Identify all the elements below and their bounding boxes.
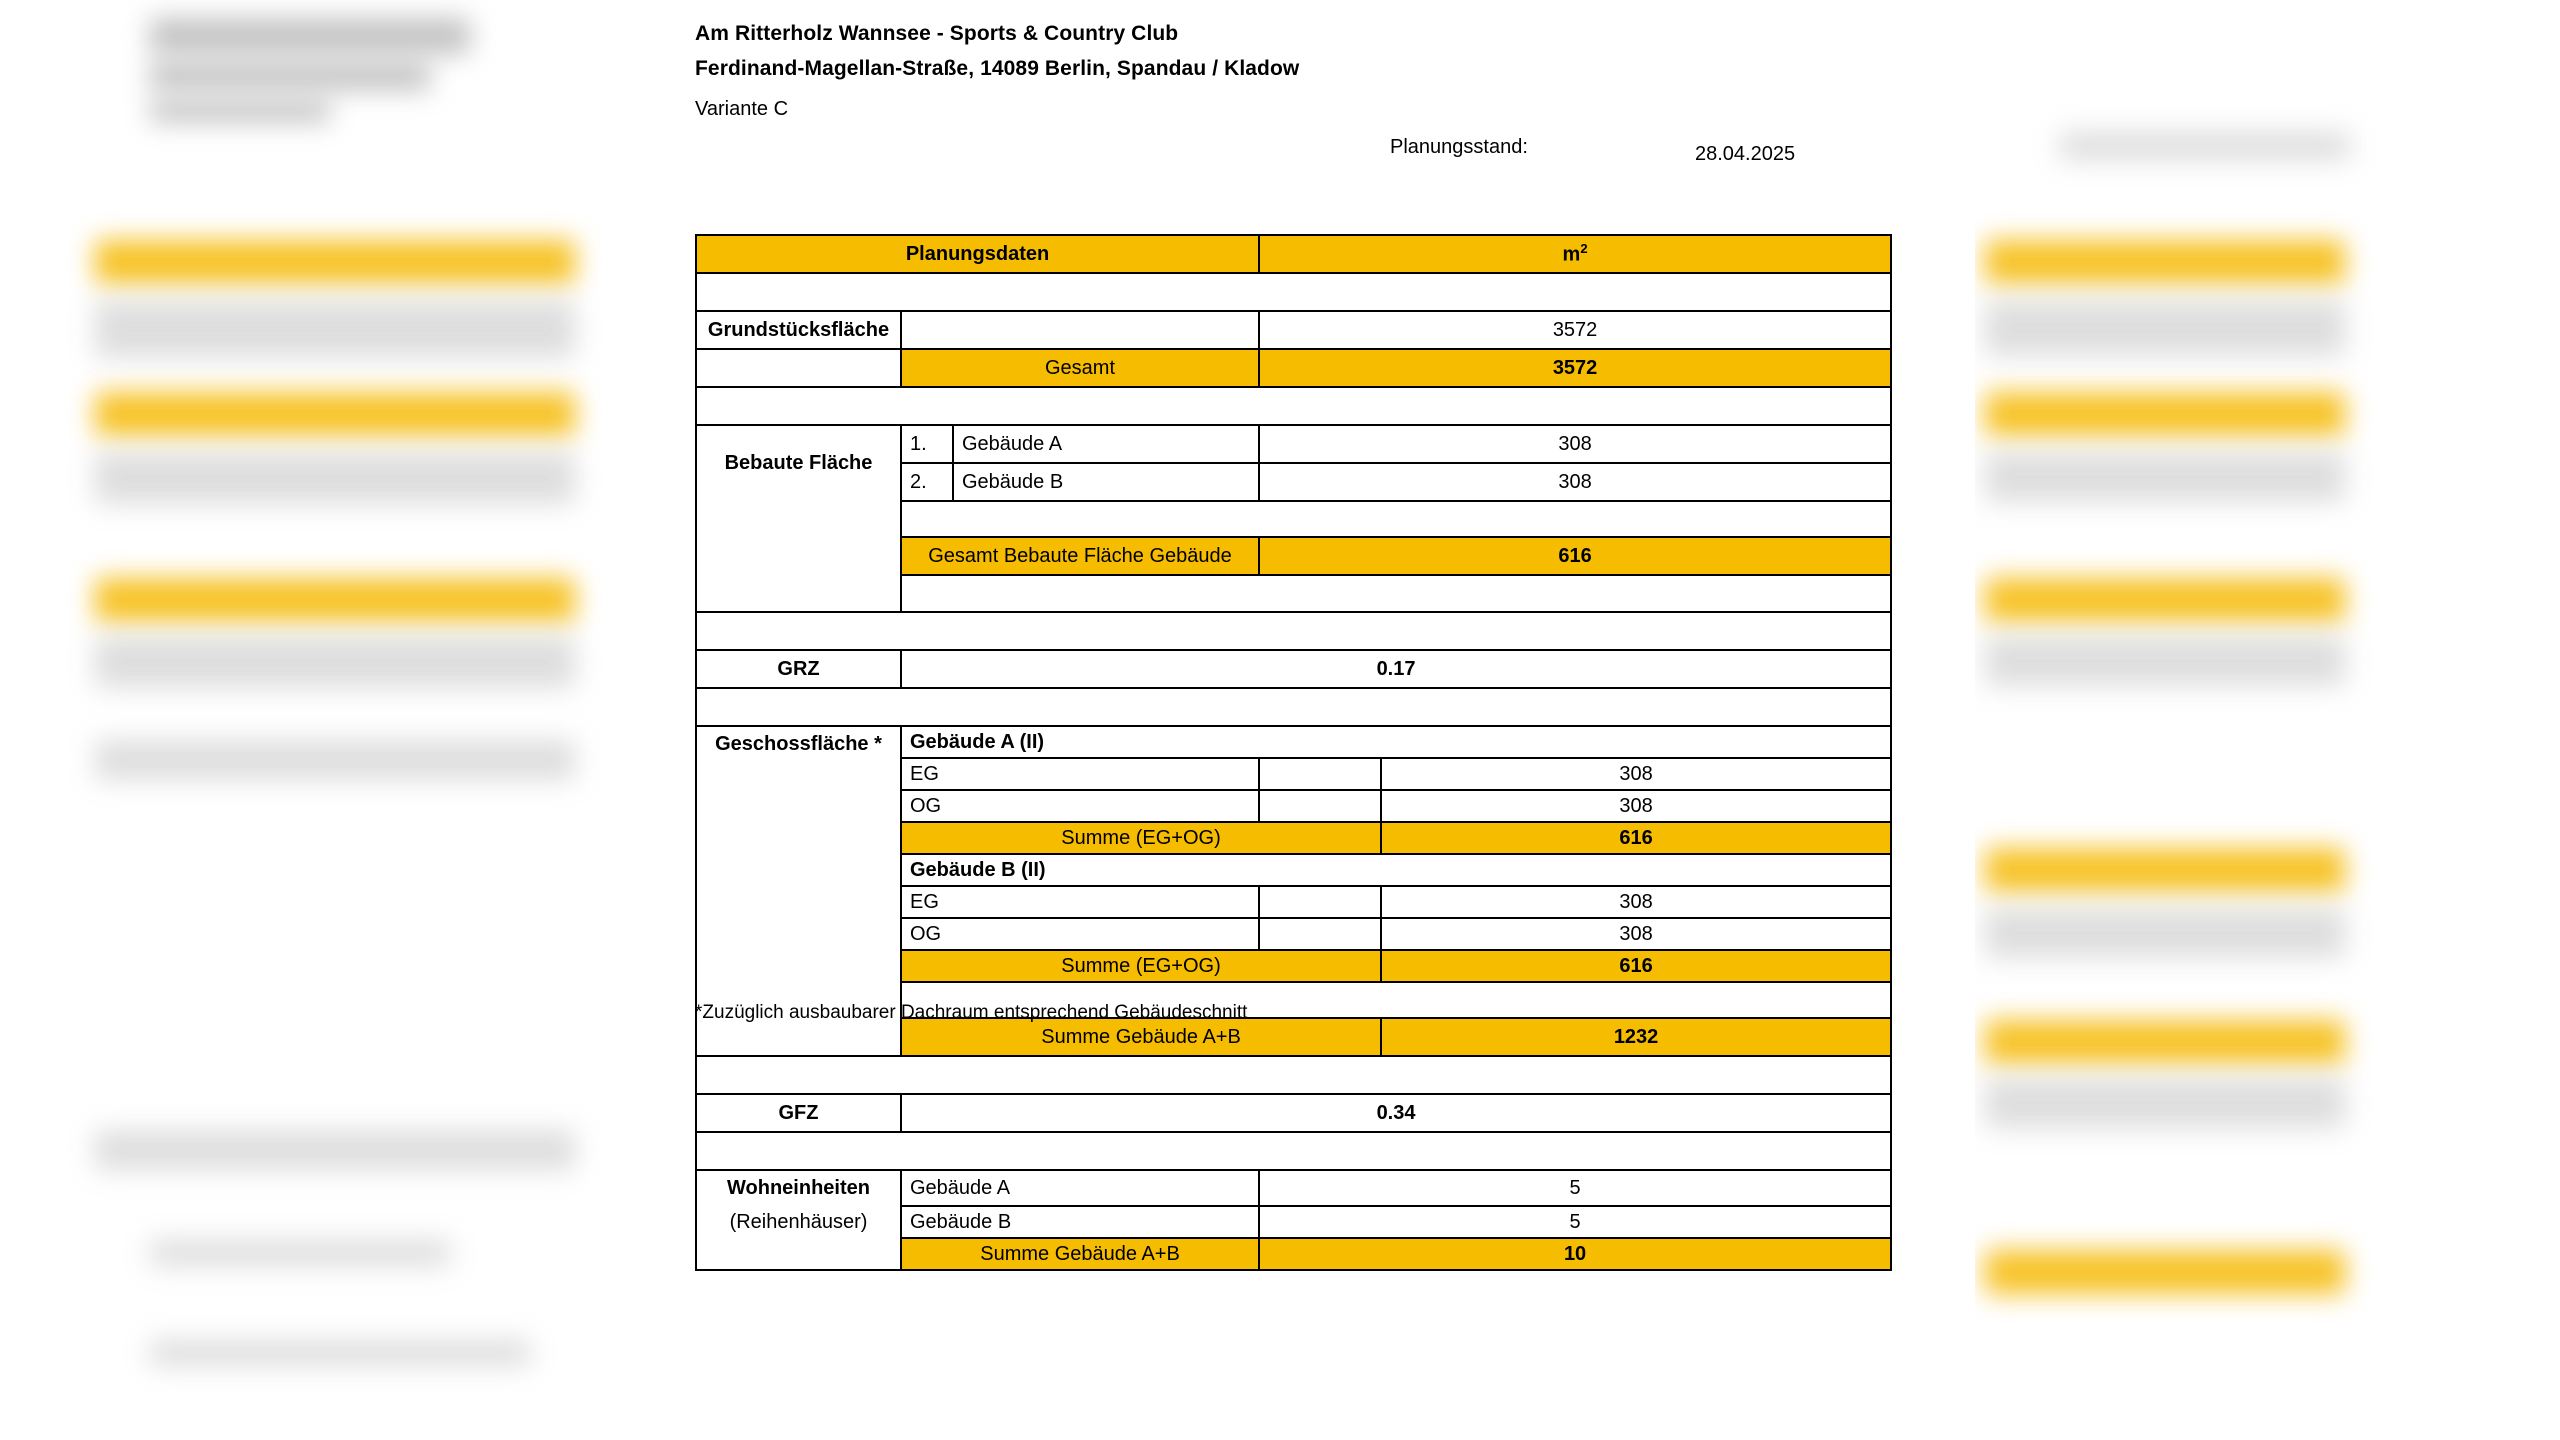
footnote: *Zuzüglich ausbaubarer Dachraum entsprechend Gebäudeschnitt	[695, 1002, 1248, 1023]
document-variant: Variante C	[695, 98, 789, 120]
geschoss-b-eg-value: 308	[1381, 886, 1891, 918]
label-gfz: GFZ	[696, 1094, 901, 1132]
wohneinheiten-left-filler	[696, 1238, 901, 1270]
row-bebaute-flaeche-total	[696, 537, 1891, 575]
geschoss-b-sum-value: 616	[1381, 950, 1891, 982]
label-bebaute-total: Gesamt Bebaute Fläche Gebäude	[901, 537, 1259, 575]
planungsdaten-table	[695, 234, 1892, 1271]
table-gap	[696, 273, 1891, 311]
geschoss-b-eg-blank	[1259, 886, 1381, 918]
geschoss-b-og-value: 308	[1381, 918, 1891, 950]
label-grundstuecksflaeche: Grundstücksfläche	[696, 311, 901, 349]
geschoss-a-eg-blank	[1259, 758, 1381, 790]
value-gfz: 0.34	[901, 1094, 1891, 1132]
sublabel-wohneinheiten: (Reihenhäuser)	[696, 1206, 901, 1238]
wohneinheiten-name-b: Gebäude B	[901, 1206, 1259, 1238]
geschoss-b-og-blank	[1259, 918, 1381, 950]
row-grundstuecksflaeche-total	[696, 349, 1891, 387]
geschoss-total-value: 1232	[1381, 1018, 1891, 1056]
row-gfz	[696, 1094, 1891, 1132]
col-header-planungsdaten: Planungsdaten	[696, 235, 1259, 273]
wohneinheiten-value-b: 5	[1259, 1206, 1891, 1238]
table-gap-6	[696, 1132, 1891, 1170]
geschoss-a-eg-value: 308	[1381, 758, 1891, 790]
planning-status-label: Planungsstand:	[1390, 136, 1528, 158]
table-gap-4	[696, 688, 1891, 726]
table-gap-2	[696, 387, 1891, 425]
col-header-m2: $m^2$	[1259, 235, 1891, 273]
geschoss-a-sum-value: 616	[1381, 822, 1891, 854]
row-bebaute-flaeche-1	[696, 425, 1891, 463]
grundstuecksflaeche-total-empty	[696, 349, 901, 387]
m2-superscript: 2	[1580, 241, 1588, 257]
table-gap-5	[696, 1056, 1891, 1094]
grundstuecksflaeche-blank	[901, 311, 1259, 349]
label-geschossflaeche: Geschossfläche *	[696, 726, 901, 982]
wohneinheiten-name-a: Gebäude A	[901, 1170, 1259, 1206]
row-grz	[696, 650, 1891, 688]
geschoss-total-label: Summe Gebäude A+B	[901, 1018, 1381, 1056]
document-title: Am Ritterholz Wannsee - Sports & Country Club	[695, 22, 1179, 45]
geschoss-a-floor-eg: EG	[901, 758, 1259, 790]
wohneinheiten-value-a: 5	[1259, 1170, 1891, 1206]
row-wohneinheiten-total	[696, 1238, 1891, 1270]
bebaute-left-filler	[696, 501, 901, 537]
row-wohneinheiten-b	[696, 1206, 1891, 1238]
geschoss-b-sum-label: Summe (EG+OG)	[901, 950, 1381, 982]
document-address: Ferdinand-Magellan-Straße, 14089 Berlin, Spandau / Kladow	[695, 57, 1300, 80]
geschoss-a-sum-label: Summe (EG+OG)	[901, 822, 1381, 854]
document-page	[610, 0, 1975, 1440]
bebaute-index-1: 1.	[901, 425, 953, 463]
table-header-row	[696, 235, 1891, 273]
geschoss-b-floor-og: OG	[901, 918, 1259, 950]
planning-status-date: 28.04.2025	[1695, 143, 1796, 165]
geschoss-a-og-blank	[1259, 790, 1381, 822]
label-grz: GRZ	[696, 650, 901, 688]
bebaute-name-2: Gebäude B	[953, 463, 1259, 501]
geschoss-a-floor-og: OG	[901, 790, 1259, 822]
row-wohneinheiten-a	[696, 1170, 1891, 1206]
value-grundstuecksflaeche-total: 3572	[1259, 349, 1891, 387]
value-grundstuecksflaeche: 3572	[1259, 311, 1891, 349]
label-wohneinheiten: Wohneinheiten	[696, 1170, 901, 1206]
background-left-page	[0, 0, 610, 1440]
bebaute-inner-gap	[901, 501, 1891, 537]
value-bebaute-total: 616	[1259, 537, 1891, 575]
bebaute-left-filler-3	[696, 575, 901, 612]
geschoss-building-b-title: Gebäude B (II)	[901, 854, 1891, 886]
value-grz: 0.17	[901, 650, 1891, 688]
table-gap-3	[696, 612, 1891, 650]
row-bebaute-flaeche-bottom	[696, 575, 1891, 612]
geschoss-a-og-value: 308	[1381, 790, 1891, 822]
label-bebaute-flaeche: Bebaute Fläche	[696, 425, 901, 501]
row-bebaute-flaeche-gap	[696, 501, 1891, 537]
row-geschossflaeche-header	[696, 726, 1891, 758]
background-right-page	[1975, 0, 2560, 1440]
bebaute-left-filler-2	[696, 537, 901, 575]
geschoss-b-floor-eg: EG	[901, 886, 1259, 918]
wohneinheiten-total-value: 10	[1259, 1238, 1891, 1270]
bebaute-index-2: 2.	[901, 463, 953, 501]
geschoss-building-a-title: Gebäude A (II)	[901, 726, 1891, 758]
label-grundstuecksflaeche-total: Gesamt	[901, 349, 1259, 387]
wohneinheiten-total-label: Summe Gebäude A+B	[901, 1238, 1259, 1270]
bebaute-bottom-gap	[901, 575, 1891, 612]
bebaute-name-1: Gebäude A	[953, 425, 1259, 463]
bebaute-value-2: 308	[1259, 463, 1891, 501]
bebaute-value-1: 308	[1259, 425, 1891, 463]
